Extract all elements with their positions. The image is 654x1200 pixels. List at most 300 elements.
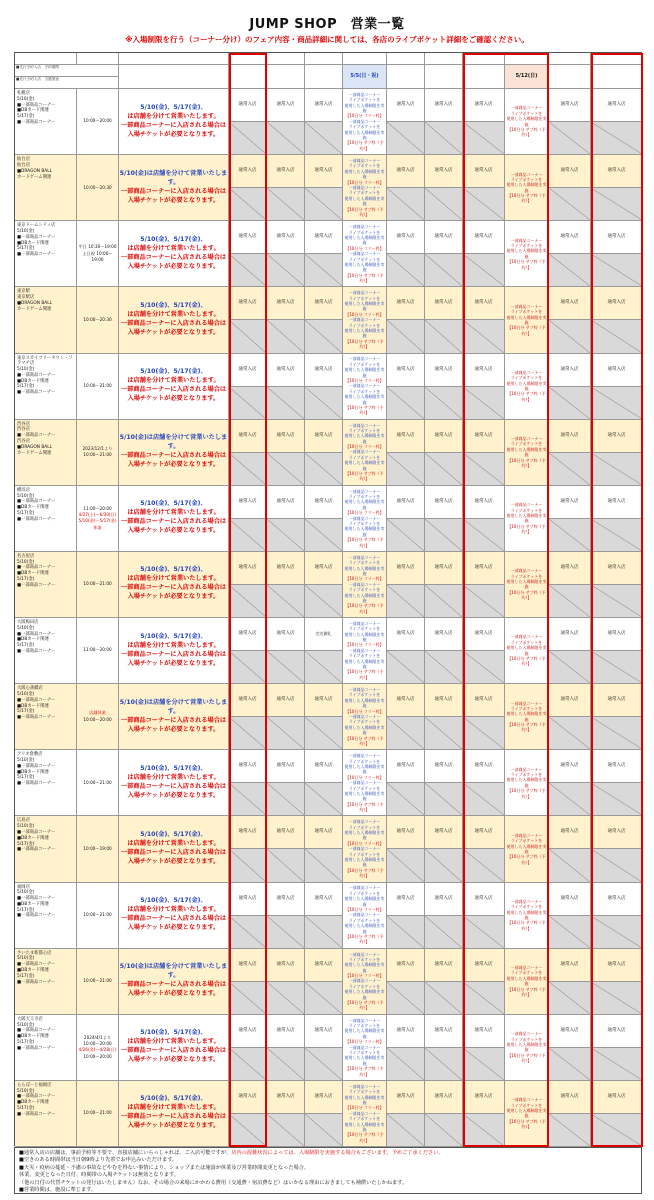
- closed-slot-cell: [549, 585, 591, 618]
- normal-entry-label: 通常入店: [560, 697, 579, 703]
- store-hours-line: 2023/12/1より: [82, 445, 113, 451]
- normal-entry-label: 通常入店: [434, 829, 453, 835]
- store-hours-line: 10:00～21:00: [83, 1110, 112, 1116]
- normal-entry-label: 通常入店: [434, 432, 453, 438]
- fair-info-line: 使用した入場制限を実施: [506, 380, 547, 392]
- store-hours-line: 10:00～21:00: [83, 911, 112, 917]
- closed-slot-cell: [387, 1114, 425, 1147]
- closed-slot-cell: [267, 1114, 305, 1147]
- store-hours-cell: [77, 552, 119, 618]
- fair-info-line: 【10日分 サブ枠（予約）】: [345, 735, 384, 746]
- store-sub-line: 5/17(金): [17, 841, 35, 847]
- store-hours-line: 10:00～20:30: [83, 316, 112, 322]
- store-hours-line: 10:00～20:00: [83, 1041, 112, 1047]
- normal-entry-cell: [549, 618, 591, 651]
- normal-entry-cell: [229, 1081, 267, 1114]
- normal-entry-cell: [229, 552, 267, 585]
- closed-slot-cell: [229, 387, 267, 420]
- normal-entry-label: 通常入店: [314, 498, 333, 504]
- note-line-1: 5/10(金)、5/17(金)、: [140, 301, 207, 309]
- store-sub-line: ■DBカード関連: [17, 637, 49, 643]
- normal-entry-cell: [387, 354, 425, 387]
- store-hours-cell: [77, 486, 119, 552]
- normal-entry-cell: [229, 684, 267, 717]
- normal-entry-label: 通常入店: [314, 300, 333, 306]
- normal-entry-cell: [549, 221, 591, 254]
- normal-entry-label: 通常入店: [607, 961, 626, 967]
- store-sub-line: ■一部商品コーナー: [17, 252, 56, 258]
- note-line-3: 入場チケットが必要となります。: [127, 461, 220, 469]
- normal-entry-cell: [305, 618, 343, 651]
- note-line-2: は店舗を分けて営業いたします。: [127, 310, 220, 318]
- fair-info-line: 【10日分 サブ枠（予約）】: [507, 986, 546, 997]
- store-note-cell: [119, 684, 229, 750]
- store-hours-cell: [77, 420, 119, 486]
- store-sub-line: ■一部商品コーナー: [17, 102, 56, 108]
- closed-slot-cell: [229, 320, 267, 353]
- store-sub-line: 渋谷店: [17, 439, 30, 445]
- fair-info-line: 一部商品コーナー: [510, 436, 543, 442]
- normal-entry-cell: [425, 816, 463, 849]
- store-sub-line: ■一部商品コーナー: [17, 962, 56, 968]
- header-cell: [591, 53, 643, 65]
- normal-entry-cell: [387, 816, 425, 849]
- fair-info-cell: [505, 287, 549, 353]
- store-sub-line: 5/17(金): [17, 384, 35, 390]
- normal-entry-cell: [305, 1015, 343, 1048]
- fair-info-line: 使用した入場制限を実施: [344, 763, 385, 775]
- normal-entry-label: 通常入店: [276, 102, 295, 108]
- fair-info-line: 使用した入場制限を実施: [344, 499, 385, 510]
- store-hours-line: 10:00～21:00: [83, 779, 112, 785]
- store-sub-line: ■DBカード関連: [17, 505, 49, 511]
- normal-entry-label: 通常入店: [434, 168, 453, 174]
- normal-entry-label: 通常入店: [396, 763, 415, 769]
- normal-entry-cell: [387, 618, 425, 651]
- store-sub-line: 5/10(金): [17, 96, 35, 102]
- normal-entry-label: 通常入店: [238, 631, 257, 637]
- normal-entry-label: 通常入店: [396, 961, 415, 967]
- normal-entry-label: 通常入店: [396, 697, 415, 703]
- closed-slot-cell: [305, 1048, 343, 1081]
- normal-entry-cell: [463, 89, 505, 122]
- store-name: 渋谷店: [17, 421, 30, 427]
- footer-line-3: ■天災・疫病の蔓延・不慮の事故などやむを得ない事情により、ショップまたは施設が休業及び営業時間変更となった場合、: [19, 1164, 310, 1171]
- normal-entry-label: 通常入店: [276, 498, 295, 504]
- fair-info-line: 【10日分 サブ枠（予約）】: [345, 537, 384, 548]
- note-line-4: 入場チケットが必要となります。: [127, 1056, 220, 1064]
- closed-slot-cell: [425, 387, 463, 420]
- note-line-2: 一部商品コーナーに入店される場合は: [120, 716, 227, 724]
- store-sub-line: 5/10(金): [17, 824, 35, 830]
- closed-slot-cell: [387, 783, 425, 816]
- fair-info-line: 使用した入場制限を実施: [344, 923, 385, 934]
- fair-info-line: ライブポケットを: [348, 758, 381, 764]
- normal-entry-label: 通常入店: [607, 829, 626, 835]
- store-hours-cell: [77, 618, 119, 684]
- closed-slot-cell: [229, 254, 267, 287]
- fair-info-line: 使用した入場制限を実施: [344, 367, 385, 378]
- date-band-cell: [549, 65, 591, 89]
- normal-entry-label: 通常入店: [276, 829, 295, 835]
- store-name-cell: [15, 287, 77, 353]
- note-line-2: は店舗を分けて営業いたします。: [127, 1104, 220, 1112]
- normal-entry-label: 通常入店: [607, 697, 626, 703]
- normal-entry-label: 通常入店: [560, 498, 579, 504]
- note-line-3: 一部商品コーナーに入店される場合は: [120, 848, 227, 856]
- fair-info-cell: [505, 1081, 549, 1147]
- fair-info-line: 【10日分 サブ枠（予約）】: [507, 589, 546, 601]
- note-line-4: 入場チケットが必要となります。: [127, 924, 220, 932]
- fair-info-line: ライブポケットを: [348, 97, 381, 103]
- closed-slot-cell: [463, 982, 505, 1015]
- store-sub-line: ■一部商品コーナー: [17, 1045, 56, 1051]
- store-note-cell: [119, 883, 229, 949]
- normal-entry-cell: [463, 486, 505, 519]
- normal-entry-label: 通常入店: [314, 102, 333, 108]
- store-name: 札幌店: [17, 91, 30, 96]
- fair-info-line: 【10日分 フリー枠】: [345, 642, 384, 648]
- fair-info-line: 一部商品コーナー: [510, 105, 543, 111]
- store-name-cell: [15, 750, 77, 816]
- fair-info-line: 【10日分 サブ枠（予約）】: [507, 655, 546, 667]
- fair-info-cell: [343, 684, 387, 750]
- fair-info-line: ライブポケットを: [348, 824, 381, 830]
- fair-info-line: ライブポケットを: [510, 375, 543, 381]
- normal-entry-cell: [591, 816, 643, 849]
- store-sub-line: ■DBカード関連: [17, 571, 49, 577]
- fair-info-line: 使用した入場制限を実施: [506, 843, 547, 854]
- note-line-3: 一部商品コーナーに入店される場合は: [120, 253, 227, 261]
- normal-entry-cell: [305, 949, 343, 982]
- fair-info-line: 使用した入場制限を実施: [344, 658, 385, 670]
- note-line-2: 一部商品コーナーに入店される場合は: [120, 981, 227, 989]
- normal-entry-label: 通常入店: [276, 631, 295, 637]
- normal-entry-label: 通常入店: [434, 1093, 453, 1099]
- fair-info-line: ライブポケットを: [510, 838, 543, 844]
- date-band-cell: [425, 65, 463, 89]
- closed-slot-cell: [267, 453, 305, 486]
- fair-info-line: ライブポケットを: [510, 176, 543, 182]
- fair-info-line: ライブポケットを: [348, 719, 381, 725]
- fair-info-cell: [505, 221, 549, 287]
- store-sub-line: 5/10(金): [17, 625, 35, 631]
- store-sub-line: 5/10(金): [17, 367, 35, 373]
- normal-entry-label: 通常入店: [607, 432, 626, 438]
- fair-info-line: ライブポケットを: [348, 1116, 381, 1122]
- normal-entry-cell: [229, 221, 267, 254]
- store-hours-cell: [77, 89, 119, 155]
- closed-slot-cell: [549, 982, 591, 1015]
- closed-slot-cell: [463, 122, 505, 155]
- closed-slot-cell: [267, 585, 305, 618]
- fair-info-line: 【10日分 サブ枠（予約）】: [345, 272, 384, 284]
- note-line-4: 入場チケットが必要となります。: [127, 1122, 220, 1130]
- note-line-1: 5/10(金)、5/17(金)、: [140, 103, 207, 111]
- closed-slot-cell: [591, 783, 643, 816]
- store-sub-line: 5/17(金): [17, 1039, 35, 1045]
- store-sub-line: 5/10(金): [17, 890, 35, 896]
- fair-info-line: 使用した入場制限を実施: [344, 195, 385, 207]
- fair-info-line: ライブポケットを: [510, 573, 543, 579]
- note-line-3: 一部商品コーナーに入店される場合は: [120, 650, 227, 658]
- normal-entry-label: 通常入店: [434, 763, 453, 769]
- store-note-cell: [119, 1015, 229, 1081]
- closed-slot-cell: [305, 849, 343, 882]
- normal-entry-label: 通常入店: [560, 564, 579, 570]
- fair-info-line: 使用した入場制限を実施: [344, 1121, 385, 1132]
- store-name-cell: [15, 552, 77, 618]
- closed-slot-cell: [425, 1114, 463, 1147]
- closed-slot-cell: [305, 783, 343, 816]
- store-note-cell: [119, 618, 229, 684]
- normal-entry-cell: [267, 883, 305, 916]
- fair-info-line: 使用した入場制限を実施: [344, 168, 385, 180]
- note-line-4: 入場チケットが必要となります。: [127, 395, 220, 403]
- store-hours-cell: [77, 221, 119, 287]
- normal-entry-label: 通常入店: [474, 168, 493, 174]
- store-sub-line: カードゲーム関連: [17, 174, 52, 180]
- fair-info-line: 【10日分 サブ枠（予約）】: [345, 206, 384, 217]
- fair-info-line: 一部商品コーナー: [348, 687, 381, 693]
- fair-info-line: 使用した入場制限を実施: [344, 1028, 385, 1039]
- fair-info-line: 一部商品コーナー: [348, 951, 381, 957]
- normal-entry-label: 通常入店: [474, 300, 493, 306]
- fair-info-line: 使用した入場制限を実施: [344, 261, 385, 273]
- store-sub-line: ■一部商品コーナー: [17, 896, 56, 902]
- normal-entry-label: 通常入店: [474, 102, 493, 108]
- normal-entry-label: 通常入店: [560, 1093, 579, 1099]
- normal-entry-label: 通常入店: [396, 366, 415, 372]
- store-name: さいたま新都心店: [17, 950, 52, 956]
- note-line-3: 一部商品コーナーに入店される場合は: [120, 782, 227, 790]
- fair-info-line: 【10日分 サブ枠（予約）】: [507, 325, 546, 336]
- normal-entry-label: 通常入店: [276, 564, 295, 570]
- closed-slot-cell: [549, 188, 591, 221]
- fair-info-line: 使用した入場制限を実施: [344, 592, 385, 603]
- fair-info-line: ライブポケットを: [348, 361, 381, 367]
- note-line-3: 入場チケットが必要となります。: [127, 990, 220, 998]
- store-sub-line: 5/17(金): [17, 114, 35, 120]
- normal-entry-cell: [425, 949, 463, 982]
- normal-entry-label: 通常入店: [396, 168, 415, 174]
- normal-entry-cell: [549, 1015, 591, 1048]
- closed-slot-cell: [425, 916, 463, 949]
- note-line-3: 一部商品コーナーに入店される場合は: [120, 121, 227, 129]
- closed-slot-cell: [591, 320, 643, 353]
- store-name-cell: [15, 1015, 77, 1081]
- store-sub-line: 5/10(金): [17, 1022, 35, 1028]
- store-name-cell: [15, 221, 77, 287]
- closed-slot-cell: [549, 254, 591, 287]
- store-name: 大阪天王寺店: [17, 1016, 43, 1022]
- fair-info-cell: [343, 1015, 387, 1081]
- fair-info-line: 【10日分 サブ枠（予約）】: [507, 457, 546, 468]
- fair-info-line: 一部商品コーナー: [510, 700, 543, 706]
- normal-entry-cell: [305, 221, 343, 254]
- fair-info-cell: [505, 89, 549, 155]
- fair-info-line: ライブポケットを: [510, 507, 543, 513]
- closed-slot-cell: [591, 519, 643, 552]
- normal-entry-label: 通常入店: [434, 234, 453, 240]
- closed-slot-cell: [591, 122, 643, 155]
- fair-info-line: ライブポケットを: [510, 904, 543, 910]
- normal-entry-label: 通常入店: [238, 234, 257, 240]
- store-hours-cell: [77, 155, 119, 221]
- header-cell: [505, 53, 549, 65]
- fair-info-line: 一部商品コーナー: [510, 369, 543, 375]
- closed-slot-cell: [387, 188, 425, 221]
- date-band-a: 5/5(日・祝): [350, 73, 379, 80]
- store-note-cell: [119, 1081, 229, 1147]
- normal-entry-label: 通常入店: [238, 366, 257, 372]
- normal-entry-label: 通常入店: [474, 1027, 493, 1033]
- fair-info-line: 【10日分 サブ枠（予約）】: [345, 338, 384, 350]
- normal-entry-cell: [229, 1015, 267, 1048]
- normal-entry-cell: [229, 883, 267, 916]
- closed-slot-cell: [591, 585, 643, 618]
- fair-info-line: 【10日分 サブ枠（予約）】: [507, 1052, 546, 1064]
- store-name: 横浜店: [17, 487, 30, 493]
- normal-entry-label: 通常入店: [238, 961, 257, 967]
- closed-slot-cell: [591, 982, 643, 1015]
- fair-info-cell: [505, 420, 549, 486]
- store-sub-line: ■一部商品コーナー: [17, 829, 56, 835]
- fair-info-line: 【10日分 サブ枠（予約）】: [507, 259, 546, 270]
- normal-entry-cell: [463, 354, 505, 387]
- closed-slot-cell: [549, 1048, 591, 1081]
- closed-slot-cell: [425, 849, 463, 882]
- footer-line-5: （他の日付の代替チケットの発行はいたしません）なお、その場合の来場にかかわる費用（交通費・宿泊費など）はいかなる理由におきましても補償いたしかねます。: [19, 1179, 408, 1186]
- lottery-result-label: [15, 77, 119, 89]
- store-sub-line: 5/17(金): [17, 775, 35, 781]
- fair-info-cell: [505, 816, 549, 882]
- closed-slot-cell: [305, 188, 343, 221]
- normal-entry-cell: [267, 221, 305, 254]
- closed-slot-cell: [387, 982, 425, 1015]
- note-line-2: は店舗を分けて営業いたします。: [127, 112, 220, 120]
- store-sub-line: ■一部商品コーナー: [17, 631, 56, 637]
- normal-entry-cell: [267, 618, 305, 651]
- normal-entry-cell: [425, 552, 463, 585]
- normal-entry-cell: [267, 552, 305, 585]
- fair-info-line: 使用した入場制限を実施: [506, 446, 547, 458]
- fair-info-line: ライブポケットを: [510, 1036, 543, 1042]
- fair-info-line: ライブポケットを: [348, 890, 381, 896]
- store-name-cell: [15, 1081, 77, 1147]
- fair-info-cell: [505, 155, 549, 221]
- normal-entry-cell: [549, 684, 591, 717]
- closed-slot-cell: [591, 387, 643, 420]
- normal-entry-label: 通常入店: [607, 366, 626, 372]
- closed-slot-cell: [305, 717, 343, 750]
- normal-entry-cell: [591, 89, 643, 122]
- closed-slot-cell: [425, 453, 463, 486]
- closed-slot-cell: [463, 188, 505, 221]
- note-line-1: 5/10(金)、5/17(金)、: [140, 1029, 207, 1037]
- fair-info-line: 【10日分 サブ枠（予約）】: [345, 867, 384, 879]
- note-line-1: 5/10(金)、5/17(金)、: [140, 368, 207, 376]
- fair-info-cell: [343, 287, 387, 353]
- normal-entry-label: 通常入店: [238, 168, 257, 174]
- fair-info-cell: [343, 486, 387, 552]
- fair-info-line: 使用した入場制限を実施: [344, 989, 385, 1000]
- normal-entry-label: 通常入店: [474, 631, 493, 637]
- normal-entry-label: 通常入店: [396, 432, 415, 438]
- normal-entry-cell: [463, 949, 505, 982]
- closed-slot-cell: [387, 519, 425, 552]
- fair-info-line: 【10日分 サブ枠（予約）】: [345, 933, 384, 945]
- store-sub-line: ■一部商品コーナー: [17, 565, 56, 571]
- store-name-cell: [15, 486, 77, 552]
- fair-info-line: ライブポケットを: [510, 441, 543, 447]
- fair-info-cell: [505, 883, 549, 949]
- normal-entry-cell: [229, 816, 267, 849]
- normal-entry-cell: [387, 89, 425, 122]
- date-band-cell: [463, 65, 505, 89]
- normal-entry-cell: [463, 552, 505, 585]
- normal-entry-cell: [267, 486, 305, 519]
- normal-entry-cell: [387, 420, 425, 453]
- store-sub-line: ■一部商品コーナー: [17, 372, 56, 378]
- footer-line-1b: 店内の混雑状況によっては、入場制限を実施する場合もございます。予めご了承ください。: [231, 1150, 444, 1156]
- normal-entry-label: 通常入店: [607, 564, 626, 570]
- store-name: 大阪梅田店: [17, 620, 39, 625]
- normal-entry-cell: [591, 1015, 643, 1048]
- store-hours-line: 10:00～21:00: [83, 452, 112, 458]
- normal-entry-cell: [591, 1081, 643, 1114]
- normal-entry-label: 通常入店: [238, 763, 257, 769]
- closed-slot-cell: [549, 453, 591, 486]
- normal-entry-cell: [549, 552, 591, 585]
- fair-info-line: ライブポケットを: [348, 163, 381, 169]
- closed-slot-cell: [549, 717, 591, 750]
- closed-slot-cell: [591, 1048, 643, 1081]
- normal-entry-cell: [267, 1015, 305, 1048]
- store-sub-line: 5/17(金): [17, 577, 35, 583]
- fair-info-line: 使用した入場制限を実施: [506, 645, 547, 656]
- fair-info-line: ライブポケットを: [510, 705, 543, 711]
- normal-entry-cell: [387, 552, 425, 585]
- closed-slot-cell: [387, 717, 425, 750]
- normal-entry-label: 通常入店: [474, 697, 493, 703]
- fair-info-line: 一部商品コーナー: [348, 356, 381, 362]
- closed-slot-cell: [549, 387, 591, 420]
- closed-slot-cell: [305, 651, 343, 684]
- fair-info-line: ライブポケットを: [510, 1102, 543, 1108]
- normal-entry-label: 通常入店: [474, 961, 493, 967]
- closed-slot-cell: [387, 254, 425, 287]
- note-line-2: 一部商品コーナーに入店される場合は: [120, 187, 227, 195]
- fair-info-line: 一部商品コーナー: [348, 846, 381, 852]
- fair-info-line: 一部商品コーナー: [348, 1017, 381, 1023]
- store-hours-line: 10:00～20:00: [83, 716, 112, 722]
- closed-slot-cell: [463, 717, 505, 750]
- normal-entry-label: 通常入店: [560, 366, 579, 372]
- fair-info-line: ライブポケットを: [510, 110, 543, 116]
- fair-info-line: 一部商品コーナー: [348, 1044, 381, 1050]
- note-line-2: は店舗を分けて営業いたします。: [127, 509, 220, 517]
- normal-entry-label: 通常入店: [474, 234, 493, 240]
- closed-slot-cell: [591, 849, 643, 882]
- fair-info-line: 使用した入場制限を実施: [344, 460, 385, 471]
- closed-slot-cell: [305, 122, 343, 155]
- store-name: ららぽーと福岡店: [17, 1082, 52, 1088]
- fair-info-line: ライブポケットを: [348, 1023, 381, 1029]
- closed-slot-cell: [267, 320, 305, 353]
- note-line-3: 一部商品コーナーに入店される場合は: [120, 319, 227, 327]
- normal-entry-label: 通常入店: [474, 763, 493, 769]
